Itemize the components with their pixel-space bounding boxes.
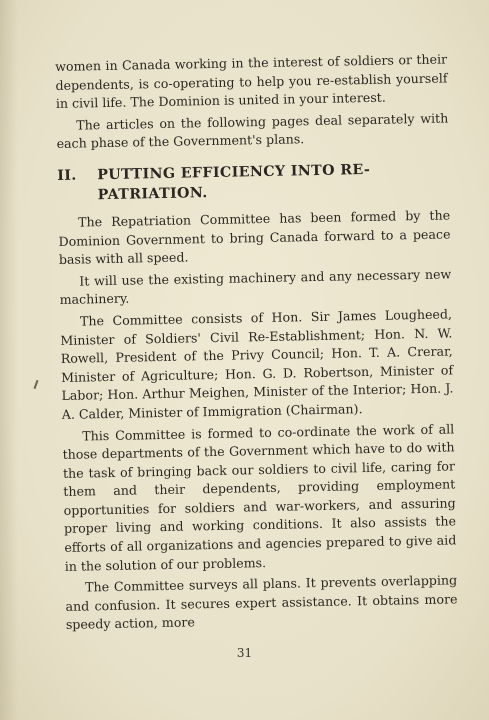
- page-number: 31: [236, 646, 253, 660]
- paragraph-coordinate: This Committee is formed to co-ordinate the work of all those departments of the Government which have to do with the task of bringing back our soldiers to civil life, caring for them and their dependents, providing employment opportunities for soldiers and war-workers, and assuring proper living and working conditions. It also assists the efforts of all organizations and agencies prepared to give aid in the solution of our problems.: [62, 420, 457, 574]
- paragraph-surveys: The Committee surveys all plans. It prevents overlapping and confusion. It secures expert assistance. It obtains more speedy action, more: [65, 572, 458, 633]
- paragraph-articles: The articles on the following pages deal separately with each phase of the Government's plans.: [56, 110, 449, 152]
- paragraph-machinery: It will use the existing machinery and any necessary new machinery.: [59, 266, 452, 308]
- section-heading: [57, 158, 450, 206]
- paragraph-committee-formed: The Repatriation Committee has been formed by the Dominion Government to bring Canada forward to a peace basis with all speed.: [58, 207, 451, 268]
- page-text: [55, 50, 458, 634]
- margin-mark: [34, 380, 39, 389]
- section-title: PUTTING EFFICIENCY INTO RE-PATRIATION.: [97, 161, 371, 204]
- paragraph-committee-members: The Committee consists of Hon. Sir James Lougheed, Minister of Soldiers' Civil Re-Establishment; Hon. N. W. Rowell, President of the Privy Council; Hon. T. A. Crerar, Minister of Agriculture; Hon. G. D. Robertson, Minister of Labor; Hon. Arthur Meighen, Minister of the Interior; Hon. J. A. Calder, Minister of Immigration (Chairman).: [60, 306, 454, 422]
- section-number: II.: [57, 167, 77, 184]
- paragraph-continuation: women in Canada working in the interest of soldiers or their dependents, is co-operating to help you re-establish yourself in civil life. The Dominion is united in your interest.: [55, 51, 448, 112]
